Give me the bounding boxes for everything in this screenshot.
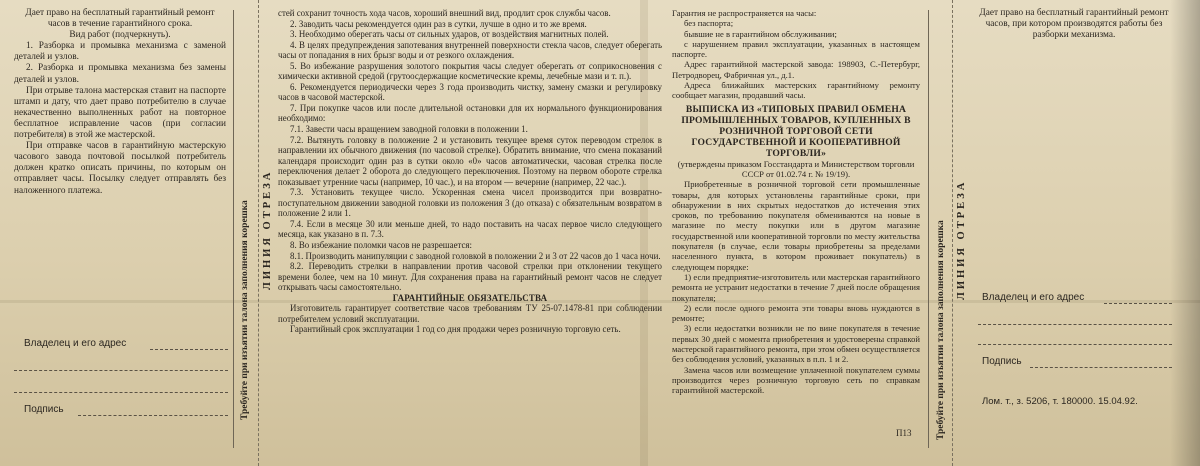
signature-line-right bbox=[1030, 367, 1172, 368]
signature-label-left: Подпись bbox=[24, 404, 64, 415]
stub-border-left bbox=[233, 10, 234, 448]
main-left-p10: 7.4. Если в месяце 30 или меньше дней, то надо поставить на часах первое число следующего месяца, как указано в п. 7.3. bbox=[278, 218, 662, 240]
extract-p5: Замена часов или возмещение уплаченной покупателем суммы производится через розничную торговую сеть по справкам гарантийной мастерской. bbox=[672, 364, 920, 396]
print-info: Лом. т., з. 5206, т. 180000. 15.04.92. bbox=[982, 396, 1138, 407]
main-left-p0: стей сохранит точность хода часов, хороший внешний вид, продлит срок службы часов. bbox=[278, 8, 611, 18]
guarantee-p2: Гарантийный срок эксплуатации 1 год со дня продажи через розничную торговую сеть. bbox=[290, 324, 621, 335]
guarantee-title: ГАРАНТИЙНЫЕ ОБЯЗАТЕЛЬСТВА bbox=[392, 292, 548, 303]
main-left-p7: 7.1. Завести часы вращением заводной головки в положении 1. bbox=[290, 124, 528, 135]
main-left-p4: 5. Во избежание разрушения золотого покрытия часы следует оберегать от соприкосновения с химически активной средой (грутоосдержащие косметические кремы, лечебные мази и т. п.). bbox=[278, 60, 662, 82]
main-left-p13: 8.2. Переводить стрелки в направлении против часовой стрелки при отклонении текущего времени более, чем на 10 минут. Для сохранения права на гарантийный ремонт часов не следует открывать часы самостоятельно. bbox=[278, 261, 662, 293]
main-right-p4: Адрес гарантийной мастерской завода: 198903, С.-Петербург, Петродворец, Фабричная ул., д.1. bbox=[672, 59, 920, 80]
guarantee-p1: Изготовитель гарантирует соответствие часов требованиям ТУ 25-07.1478-81 при соблюдении потребителем условий эксплуатации. bbox=[278, 303, 662, 324]
owner-line-left-1 bbox=[150, 349, 228, 350]
extract-p4: 3) если недостатки возникли не по вине покупателя в течение первых 30 дней с момента приобретения и удостоверены справкой мастерской гарантийного ремонта, при этом обмен осуществляется без соблюдения условий, указанных в п.п. 1 и 2. bbox=[672, 323, 920, 365]
extract-title: ВЫПИСКА ИЗ «ТИПОВЫХ ПРАВИЛ ОБМЕНА ПРОМЫШЛЕННЫХ ТОВАРОВ, КУПЛЕННЫХ В РОЗНИЧНОЙ ТОРГОВОЙ СЕТИ ГОСУДАРСТВЕННОЙ И КООПЕРАТИВНОЙ ТОРГОВЛИ» bbox=[681, 103, 911, 159]
extract-p2: 1) если предприятие-изготовитель или мастерская гарантийного ремонта не устранит недостатки в течение 7 дней после обращения покупателя; bbox=[672, 271, 920, 303]
extract-note: (утверждены приказом Госстандарта и Министерством торговли СССР от 01.02.74 г. № 19/19). bbox=[677, 158, 915, 179]
requirement-text-left: Требуйте при изъятии талона заполнения корешка bbox=[240, 200, 250, 420]
left-stub-p5: При отрыве талона мастерская ставит на паспорте штамп и дату, что дает право потребителю в случае некачественно выполненных работ на повторное бесплатное исправление часов (при согласии потребителя) в этой же мастерской. bbox=[14, 85, 226, 141]
main-left-p1: 2. Заводить часы рекомендуется один раз в сутки, лучше в одно и то же время. bbox=[290, 18, 587, 29]
main-left-p12: 8.1. Производить манипуляции с заводной головкой в положении 2 и 3 от 22 часов до 1 часа ночи. bbox=[290, 250, 661, 261]
main-left-p11: 8. Во избежание поломки часов не разрешается: bbox=[290, 240, 472, 251]
owner-line-right-1 bbox=[1104, 303, 1172, 304]
stub-border-right bbox=[928, 10, 929, 448]
main-left-p8: 7.2. Вытянуть головку в положение 2 и установить текущее время суток переводом стрелок в направлении их обычного движения (по часовой стрелке). Обратить внимание, что смена показаний календаря происходит один раз в сутки около «0» часов автоматически, часовая стрелка после переключения делает 2 оборота до следующего переключения. Поэтому на первом обороте стрелка показывает утренние часы (например, 10 час.), и на втором — вечерние (например, 22 час.). bbox=[278, 134, 662, 187]
cut-line-label-right: ЛИНИЯ ОТРЕЗА bbox=[956, 179, 967, 300]
left-stub-p3: 1. Разборка и промывка механизма с заменой деталей и узлов. bbox=[14, 41, 226, 63]
owner-line-left-2 bbox=[14, 370, 228, 371]
owner-label-left: Владелец и его адрес bbox=[24, 338, 127, 349]
main-left-p6: 7. При покупке часов или после длительной остановки для их нормального функционирования необходимо: bbox=[278, 102, 662, 124]
edge-shadow bbox=[1170, 0, 1200, 466]
cut-line-right bbox=[952, 0, 953, 466]
signature-label-right: Подпись bbox=[982, 356, 1022, 367]
left-stub-p2: Вид работ (подчеркнуть). bbox=[69, 30, 171, 41]
owner-line-right-3 bbox=[978, 344, 1172, 345]
owner-line-right-2 bbox=[978, 324, 1172, 325]
owner-label-right: Владелец и его адрес bbox=[982, 292, 1085, 303]
left-stub-p6: При отправке часов в гарантийную мастерскую часового завода почтовой посылкой потребитель должен кратко описать причины, по которым он отправляет часы. Посылку следует отправлять без наложенного платежа. bbox=[14, 141, 226, 196]
requirement-text-right: Требуйте при изъятии талона заполнения корешка bbox=[936, 220, 946, 440]
main-left-p5: 6. Рекомендуется периодически через 3 года производить чистку, замену смазки и регулировку часов в часовой мастерской. bbox=[278, 81, 662, 103]
main-right-p1: без паспорта; bbox=[684, 18, 734, 29]
main-left-p3: 4. В целях предупреждения запотевания внутренней поверхности стекла часов, следует оберегать часы от попадания в них брызг воды и от резкого охлаждения. bbox=[278, 39, 662, 61]
right-stub-p1: Дает право на бесплатный гарантийный ремонт часов, при котором производятся работы без разборки механизма. bbox=[979, 8, 1169, 41]
main-left-column bbox=[278, 8, 662, 335]
main-right-p2: бывшие не в гарантийном обслуживании; bbox=[684, 28, 837, 39]
page-number: П13 bbox=[896, 428, 912, 438]
signature-line-left bbox=[78, 415, 228, 416]
left-stub-text bbox=[14, 8, 226, 197]
extract-p1: Приобретенные в розничной торговой сети промышленные товары, для которых установлены гарантийные сроки, при обнаружении в них скрытых недостатков до истечения этих сроков, по требованию покупателя обмениваются на новые в магазине по месту покупки или в другом магазине государственной или кооперативной торговли по месту жительства покупателя (в случае, если товары приобретены за пределами населенного пункта, в котором проживает покупатель) в следующем порядке: bbox=[672, 179, 920, 272]
left-stub-p1: Дает право на бесплатный гарантийный ремонт часов в течение гарантийного срока. bbox=[25, 8, 215, 30]
cut-line-label-left: ЛИНИЯ ОТРЕЗА bbox=[262, 169, 273, 290]
left-stub-p4: 2. Разборка и промывка механизма без замены деталей и узлов. bbox=[14, 63, 226, 85]
owner-line-left-3 bbox=[14, 392, 228, 393]
main-right-column bbox=[672, 8, 920, 396]
main-right-p5: Адреса ближайших мастерских гарантийному ремонту сообщает магазин, продавший часы. bbox=[672, 80, 920, 101]
main-right-p3: с нарушением правил эксплуатации, указанных в настоящем паспорте. bbox=[672, 38, 920, 60]
cut-line-left bbox=[258, 0, 259, 466]
main-right-p0: Гарантия не распространяется на часы: bbox=[672, 8, 817, 18]
main-left-p9: 7.3. Установить текущее число. Ускоренная смена чисел производится при возвратно-поступательном движении заводной головки из положения 3 (до отказа) с обязательным возвратом в положение 2 или 1. bbox=[278, 187, 662, 219]
main-left-p2: 3. Необходимо оберегать часы от сильных ударов, от воздействия магнитных полей. bbox=[290, 29, 609, 40]
right-stub-text bbox=[978, 8, 1170, 41]
extract-p3: 2) если после одного ремонта эти товары вновь нуждаются в ремонте; bbox=[672, 302, 920, 324]
